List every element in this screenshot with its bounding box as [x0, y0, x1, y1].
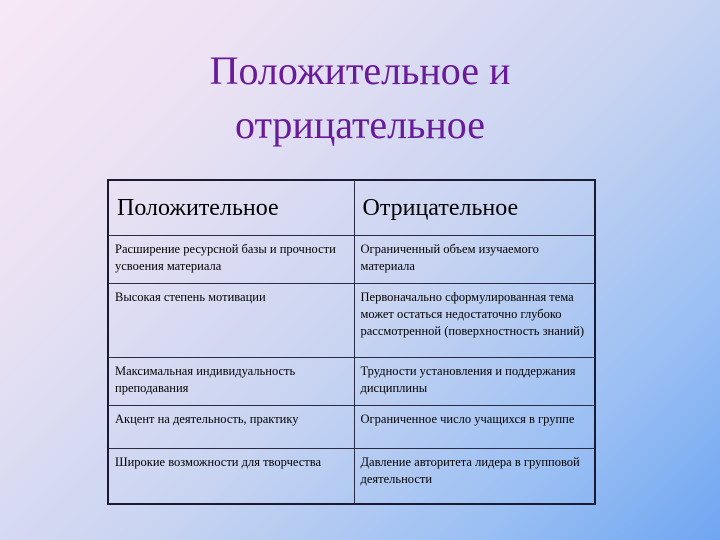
slide-title-line-2: отрицательное — [234, 102, 486, 147]
slide-title-line-1: Положительное и — [209, 48, 511, 93]
positive-cell: Расширение ресурсной базы и прочности усвоения материала — [108, 236, 354, 284]
negative-cell: Давление авторитета лидера в групповой деятельности — [354, 449, 595, 505]
header-negative: Отрицательное — [354, 180, 595, 236]
slide-title — [0, 44, 720, 152]
negative-cell: Ограниченный объем изучаемого материала — [354, 236, 595, 284]
negative-cell: Трудности установления и поддержания дисциплины — [354, 358, 595, 406]
table-row — [108, 449, 595, 505]
negative-cell: Ограниченное число учащихся в группе — [354, 406, 595, 449]
table-row — [108, 358, 595, 406]
table-row — [108, 236, 595, 284]
table-row — [108, 284, 595, 358]
comparison-table — [107, 179, 596, 505]
positive-cell: Широкие возможности для творчества — [108, 449, 354, 505]
table-row — [108, 406, 595, 449]
positive-cell: Максимальная индивидуальность преподавания — [108, 358, 354, 406]
positive-cell: Высокая степень мотивации — [108, 284, 354, 358]
header-positive: Положительное — [108, 180, 354, 236]
negative-cell: Первоначально сформулированная тема может остаться недостаточно глубоко рассмотренной (поверхностность знаний) — [354, 284, 595, 358]
positive-cell: Акцент на деятельность, практику — [108, 406, 354, 449]
table-header-row — [108, 180, 595, 236]
